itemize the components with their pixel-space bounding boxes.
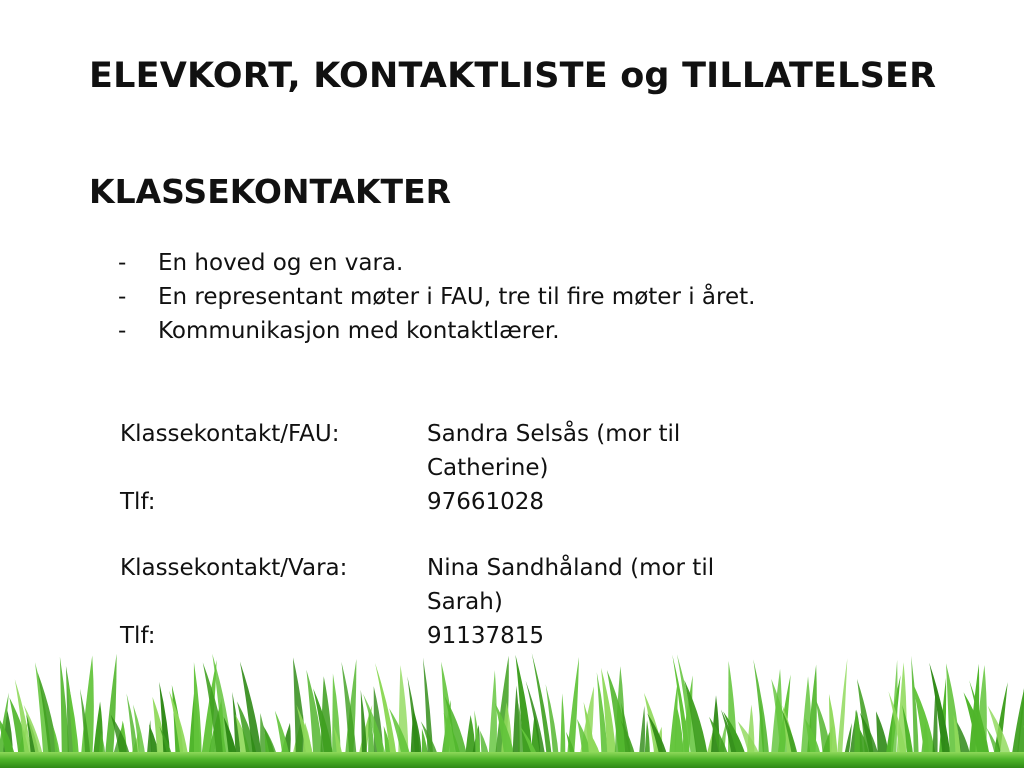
contact-phone-label: Tlf: [120, 623, 156, 649]
contact-phone-row [120, 485, 820, 519]
contact-role-label: Klassekontakt/Vara: [120, 555, 348, 581]
bullet-text: En hoved og en vara. [158, 250, 404, 276]
bullet-item [118, 315, 828, 347]
contact-role-row [120, 417, 820, 485]
bullet-marker: - [118, 318, 127, 344]
bullet-marker: - [118, 250, 127, 276]
contact-role-label: Klassekontakt/FAU: [120, 421, 340, 447]
bullet-marker: - [118, 284, 127, 310]
section-heading: KLASSEKONTAKTER [89, 172, 452, 211]
bullet-text: En representant møter i FAU, tre til fire møter i året. [158, 284, 756, 310]
slide-title: ELEVKORT, KONTAKTLISTE og TILLATELSER [89, 56, 937, 96]
grass-ground [0, 752, 1024, 768]
contact-name: Nina Sandhåland (mor til Sarah) [427, 555, 715, 615]
contact-name: Sandra Selsås (mor til Catherine) [427, 421, 681, 481]
bullet-item [118, 247, 828, 279]
bullet-list [118, 247, 828, 349]
grass-blades [0, 653, 1024, 768]
bullet-text: Kommunikasjon med kontaktlærer. [158, 318, 560, 344]
bullet-item [118, 281, 828, 313]
contact-phone-label: Tlf: [120, 489, 156, 515]
contact-fau [120, 417, 820, 519]
contact-role-row [120, 551, 820, 619]
grass-border [0, 648, 1024, 768]
contact-phone: 97661028 [427, 489, 545, 515]
contact-phone: 91137815 [427, 623, 545, 649]
contact-list [120, 417, 820, 685]
contact-vara [120, 551, 820, 653]
